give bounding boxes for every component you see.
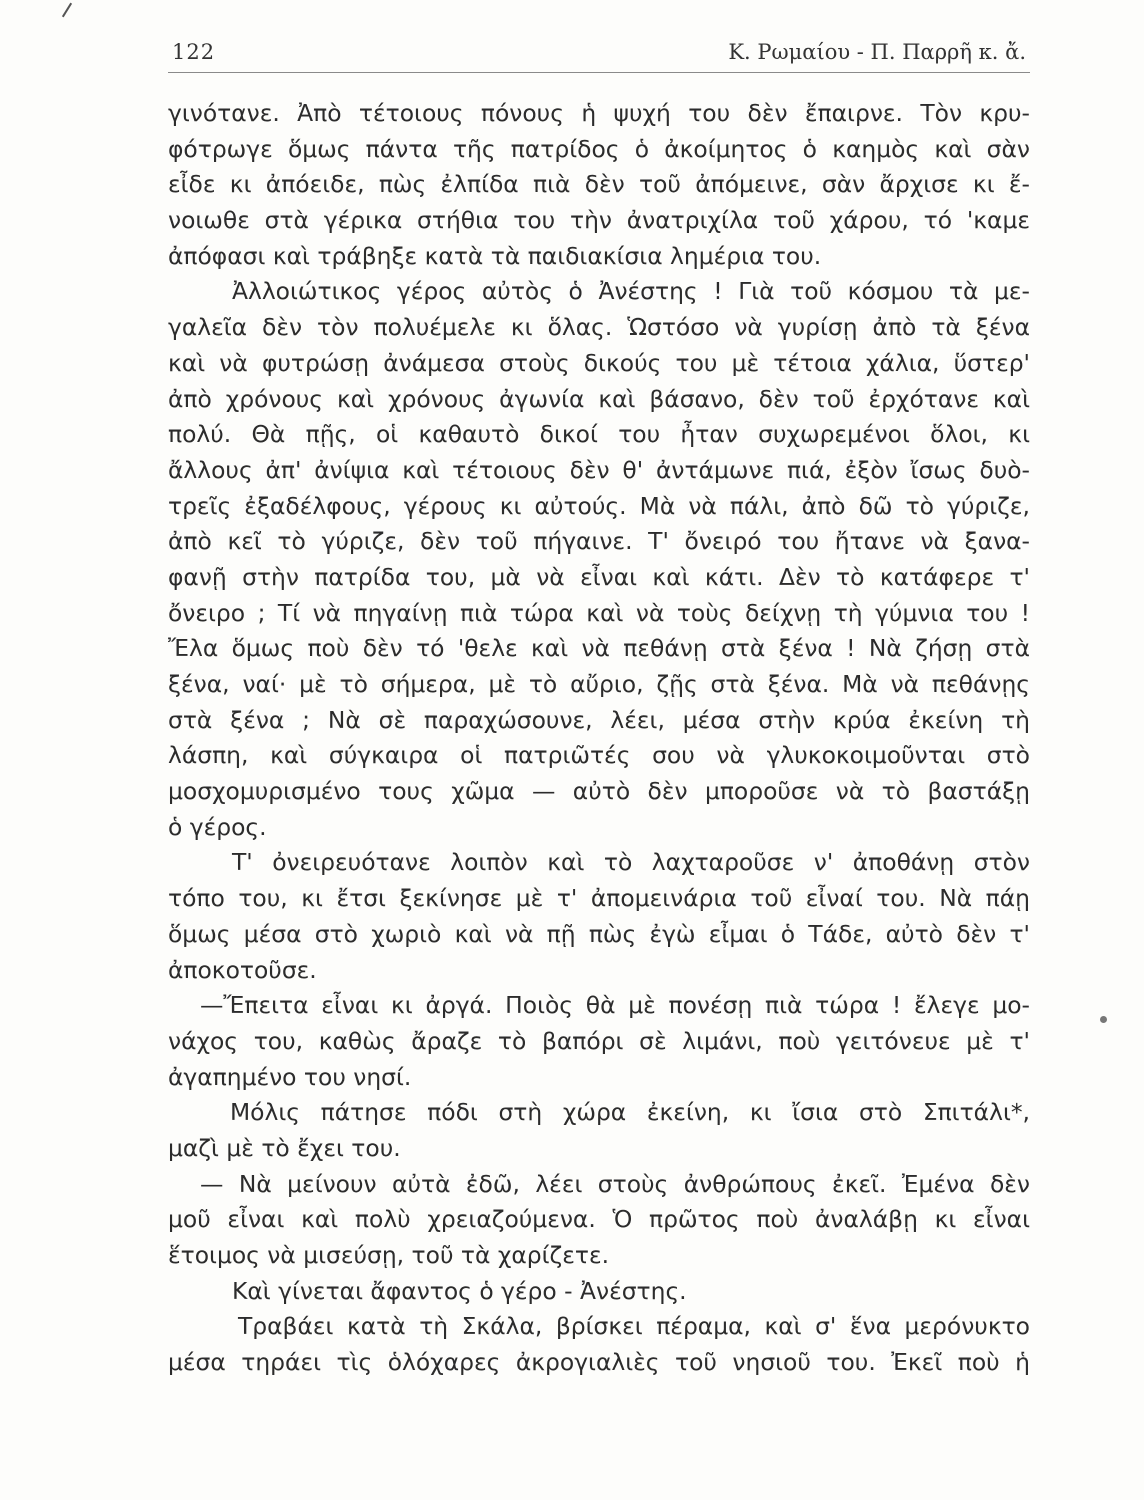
margin-spot <box>1100 1016 1107 1023</box>
text-line: ὅμως μέσα στὸ χωριὸ καὶ νὰ πῇ πὼς ἐγὼ εἶμαι ὁ Τάδε, αὐτὸ δὲν τ' <box>168 919 1030 948</box>
text-line: πολύ. Θὰ πῇς, οἱ καθαυτὸ δικοί του ἦταν συχωρεμένοι ὅλοι, κι <box>168 420 1030 449</box>
text-line: γινότανε. Ἀπὸ τέτοιους πόνους ἡ ψυχή του δὲν ἔπαιρνε. Τὸν κρυ- <box>168 99 1030 127</box>
text-line: καὶ νὰ φυτρώσῃ ἀνάμεσα στοὺς δικούς του μὲ τέτοια χάλια, ὕστερ' <box>168 348 1030 377</box>
text-line: μαζὶ μὲ τὸ ἔχει του. <box>168 1133 401 1162</box>
text-line: — Νὰ μείνουν αὐτὰ ἐδῶ, λέει στοὺς ἀνθρώπους ἐκεῖ. Ἐμένα δὲν <box>200 1169 1030 1198</box>
text-line: λάσπη, καὶ σύγκαιρα οἱ πατριῶτές σου νὰ γλυκοκοιμοῦνται στὸ <box>168 741 1030 770</box>
text-line: τόπο του, κι ἔτσι ξεκίνησε μὲ τ' ἀπομεινάρια τοῦ εἶναί του. Νὰ πάῃ <box>168 884 1030 913</box>
text-line: τρεῖς ἐξαδέλφους, γέρους κι αὐτούς. Μὰ νὰ πάλι, ἀπὸ δῶ τὸ γύριζε, <box>168 491 1030 520</box>
page-header <box>168 36 1030 72</box>
text-line: φανῇ στὴν πατρίδα του, μὰ νὰ εἶναι καὶ κάτι. Δὲν τὸ κατάφερε τ' <box>168 562 1030 591</box>
text-line: νάχος του, καθὼς ἄραζε τὸ βαπόρι σὲ λιμάνι, ποὺ γειτόνευε μὲ τ' <box>168 1026 1030 1055</box>
text-line: ἀγαπημένο του νησί. <box>168 1062 412 1091</box>
page-number: 122 <box>172 40 216 64</box>
text-line: Ἔλα ὅμως ποὺ δὲν τό 'θελε καὶ νὰ πεθάνῃ στὰ ξένα ! Νὰ ζήσῃ στὰ <box>168 634 1030 663</box>
text-line: Τραβάει κατὰ τὴ Σκάλα, βρίσκει πέραμα, καὶ σ' ἕνα μερόνυκτο <box>238 1312 1030 1341</box>
text-line: ἀπὸ κεῖ τὸ γύριζε, δὲν τοῦ πήγαινε. Τ' ὄνειρό του ἤτανε νὰ ξανα- <box>168 527 1030 556</box>
text-line: ἀπόφασι καὶ τράβηξε κατὰ τὰ παιδιακίσια λημέρια του. <box>168 241 822 270</box>
text-line: Μόλις πάτησε πόδι στὴ χώρα ἐκείνη, κι ἴσια στὸ Σπιτάλι*, <box>230 1098 1030 1127</box>
text-line: εἶδε κι ἀπόειδε, πὼς ἐλπίδα πιὰ δὲν τοῦ ἀπόμεινε, σὰν ἄρχισε κι ἔ- <box>168 170 1030 199</box>
text-line: ὄνειρο ; Τί νὰ πηγαίνῃ πιὰ τώρα καὶ νὰ τοὺς δείχνῃ τὴ γύμνια του ! <box>168 598 1030 627</box>
text-line: μοσχομυρισμένο τους χῶμα — αὐτὸ δὲν μποροῦσε νὰ τὸ βαστάξῃ <box>168 777 1030 806</box>
text-line: μοῦ εἶναι καὶ πολὺ χρειαζούμενα. Ὁ πρῶτος ποὺ ἀναλάβῃ κι εἶναι <box>168 1205 1030 1234</box>
text-line: ὁ γέρος. <box>168 812 267 841</box>
text-line: —Ἔπειτα εἶναι κι ἀργά. Ποιὸς θὰ μὲ πονέσῃ πιὰ τώρα ! ἔλεγε μο- <box>200 991 1030 1020</box>
text-line: νοιωθε στὰ γέρικα στήθια του τὴν ἀνατριχίλα τοῦ χάρου, τό 'καμε <box>168 206 1030 235</box>
text-line: ἀποκοτοῦσε. <box>168 955 317 984</box>
text-line: στὰ ξένα ; Νὰ σὲ παραχώσουνε, λέει, μέσα στὴν κρύα ἐκείνη τὴ <box>168 705 1030 734</box>
text-line: ἕτοιμος νὰ μισεύσῃ, τοῦ τὰ χαρίζετε. <box>168 1241 610 1269</box>
text-line: ἄλλους ἀπ' ἀνίψια καὶ τέτοιους δὲν θ' ἀντάμωνε πιά, ἐξὸν ἴσως δυὸ- <box>168 455 1030 484</box>
text-line: γαλεῖα δὲν τὸν πολυέμελε κι ὅλας. Ὡστόσο νὰ γυρίσῃ ἀπὸ τὰ ξένα <box>168 313 1030 342</box>
text-line: Καὶ γίνεται ἄφαντος ὁ γέρο - Ἀνέστης. <box>232 1276 687 1305</box>
body-text <box>168 96 1030 1381</box>
running-head: Κ. Ρωμαίου - Π. Παρρῆ κ. ἄ. <box>728 40 1026 64</box>
text-line: ἀπὸ χρόνους καὶ χρόνους ἀγωνία καὶ βάσανο, δὲν τοῦ ἐρχότανε καὶ <box>168 384 1030 413</box>
text-line: φότρωγε ὅμως πάντα τῆς πατρίδος ὁ ἀκοίμητος ὁ καημὸς καὶ σὰν <box>168 134 1030 163</box>
text-line: ξένα, ναί· μὲ τὸ σήμερα, μὲ τὸ αὔριο, ζῇς στὰ ξένα. Μὰ νὰ πεθάνῃς <box>168 670 1030 698</box>
text-line: Τ' ὀνειρευότανε λοιπὸν καὶ τὸ λαχταροῦσε ν' ἀποθάνῃ στὸν <box>232 848 1030 877</box>
text-line: Ἀλλοιώτικος γέρος αὐτὸς ὁ Ἀνέστης ! Γιὰ τοῦ κόσμου τὰ με- <box>232 277 1030 306</box>
text-line: μέσα τηράει τὶς ὁλόχαρες ἀκρογιαλιὲς τοῦ νησιοῦ του. Ἐκεῖ ποὺ ἡ <box>168 1348 1030 1377</box>
header-rule <box>168 72 1030 73</box>
pencil-mark <box>62 3 72 18</box>
